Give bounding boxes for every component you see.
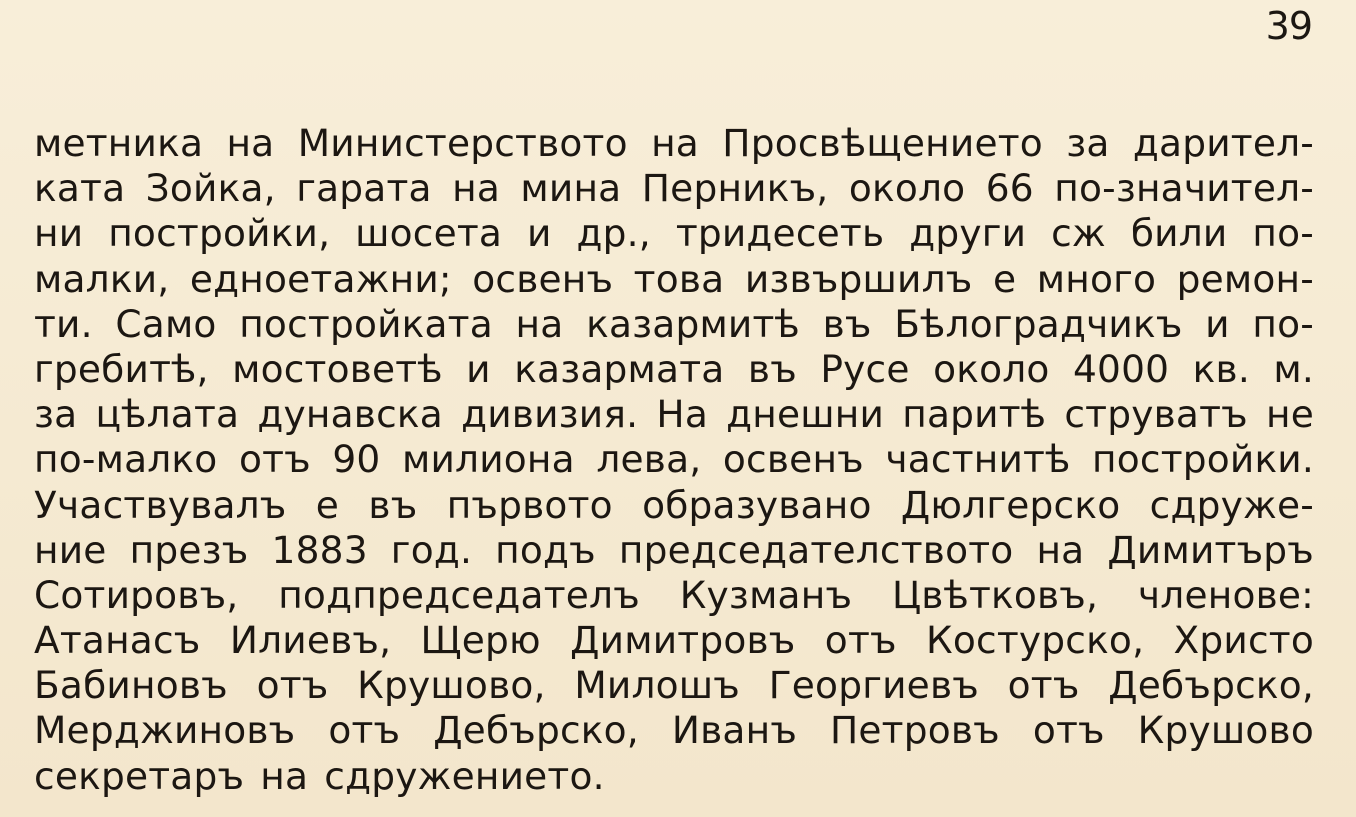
text-line-5: ти. Само постройката на казармитѣ въ Бѣлоградчикъ и по- bbox=[34, 301, 1314, 346]
text-line-9: Участвувалъ е въ първото образувано Дюлгерско сдруже- bbox=[34, 482, 1314, 527]
body-text bbox=[34, 121, 1314, 799]
text-line-8: по-малко отъ 90 милиона лева, освенъ частнитѣ постройки. bbox=[34, 437, 1314, 482]
text-line-6: гребитѣ, мостоветѣ и казармата въ Русе около 4000 кв. м. bbox=[34, 346, 1314, 391]
text-line-3: ни постройки, шосета и др., тридесеть други сж били по- bbox=[34, 211, 1314, 256]
text-line-10: ние презъ 1883 год. подъ председателството на Димитъръ bbox=[34, 527, 1314, 572]
text-line-11: Сотировъ, подпредседателъ Кузманъ Цвѣтковъ, членове: bbox=[34, 572, 1314, 617]
text-line-7: за цѣлата дунавска дивизия. На днешни паритѣ струватъ не bbox=[34, 392, 1314, 437]
page-number: 39 bbox=[1265, 4, 1312, 48]
text-line-2: ката Зойка, гарата на мина Перникъ, около 66 по-значител- bbox=[34, 166, 1314, 211]
text-line-1: метника на Министерството на Просвѣщението за дарител- bbox=[34, 121, 1314, 165]
text-line-4: малки, едноетажни; освенъ това извършилъ е много ремон- bbox=[34, 256, 1314, 301]
text-line-12: Атанасъ Илиевъ, Щерю Димитровъ отъ Костурско, Христо bbox=[34, 618, 1314, 663]
text-line-14: Мерджиновъ отъ Дебърско, Иванъ Петровъ отъ Крушово bbox=[34, 708, 1314, 753]
text-line-13: Бабиновъ отъ Крушово, Милошъ Георгиевъ отъ Дебърско, bbox=[34, 663, 1314, 708]
text-line-15: секретаръ на сдружението. bbox=[34, 753, 605, 798]
